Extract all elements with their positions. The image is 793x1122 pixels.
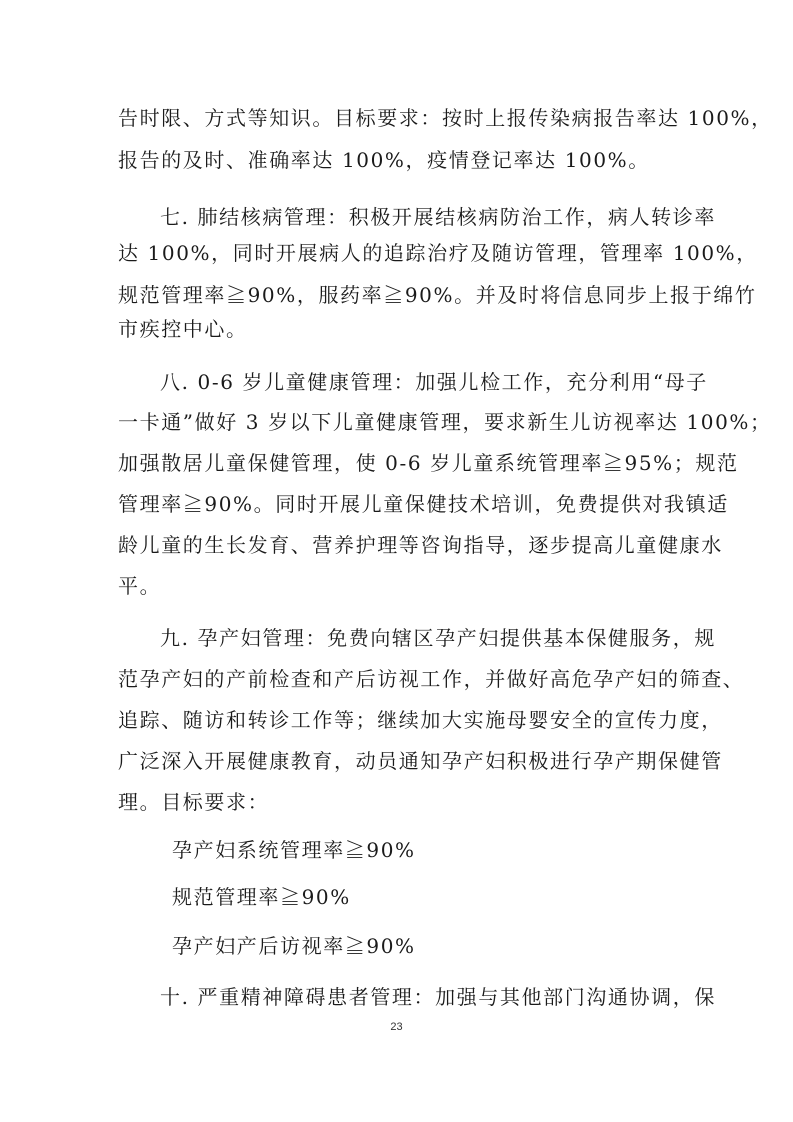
text-line: 八. 0-6 岁儿童健康管理：加强儿检工作，充分利用“母子 bbox=[160, 370, 708, 394]
text-line: 七. 肺结核病管理：积极开展结核病防治工作，病人转诊率 bbox=[160, 205, 716, 229]
text-line: 九. 孕产妇管理：免费向辖区孕产妇提供基本保健服务，规 bbox=[160, 626, 716, 650]
text-line: 追踪、随访和转诊工作等；继续加大实施母婴安全的宣传力度， bbox=[118, 708, 723, 732]
text-line: 达 100%，同时开展病人的追踪治疗及随访管理，管理率 100%， bbox=[118, 241, 758, 265]
text-line: 孕产妇系统管理率≧90% bbox=[172, 838, 416, 862]
text-line: 理。目标要求： bbox=[118, 790, 270, 814]
text-line: 一卡通”做好 3 岁以下儿童健康管理，要求新生儿访视率达 100%； bbox=[118, 410, 772, 434]
text-line: 报告的及时、准确率达 100%，疫情登记率达 100%。 bbox=[118, 148, 650, 172]
text-line: 市疾控中心。 bbox=[118, 317, 248, 341]
text-line: 广泛深入开展健康教育，动员通知孕产妇积极进行孕产期保健管 bbox=[118, 749, 723, 773]
text-line: 孕产妇产后访视率≧90% bbox=[172, 934, 416, 958]
text-line: 龄儿童的生长发育、营养护理等咨询指导，逐步提高儿童健康水 bbox=[118, 533, 723, 557]
text-line: 范孕产妇的产前检查和产后访视工作，并做好高危孕产妇的筛查、 bbox=[118, 667, 745, 691]
text-line: 告时限、方式等知识。目标要求：按时上报传染病报告率达 100%， bbox=[118, 106, 773, 130]
text-line: 规范管理率≧90% bbox=[172, 885, 351, 909]
page-number: 23 bbox=[390, 1021, 403, 1033]
text-line: 管理率≧90%。同时开展儿童保健技术培训，免费提供对我镇适 bbox=[118, 492, 729, 516]
text-line: 规范管理率≧90%，服药率≧90%。并及时将信息同步上报于绵竹 bbox=[118, 283, 757, 307]
text-line: 平。 bbox=[118, 574, 162, 598]
text-line: 十. 严重精神障碍患者管理：加强与其他部门沟通协调，保 bbox=[160, 985, 716, 1009]
text-line: 加强散居儿童保健管理，使 0-6 岁儿童系统管理率≧95%；规范 bbox=[118, 451, 739, 475]
